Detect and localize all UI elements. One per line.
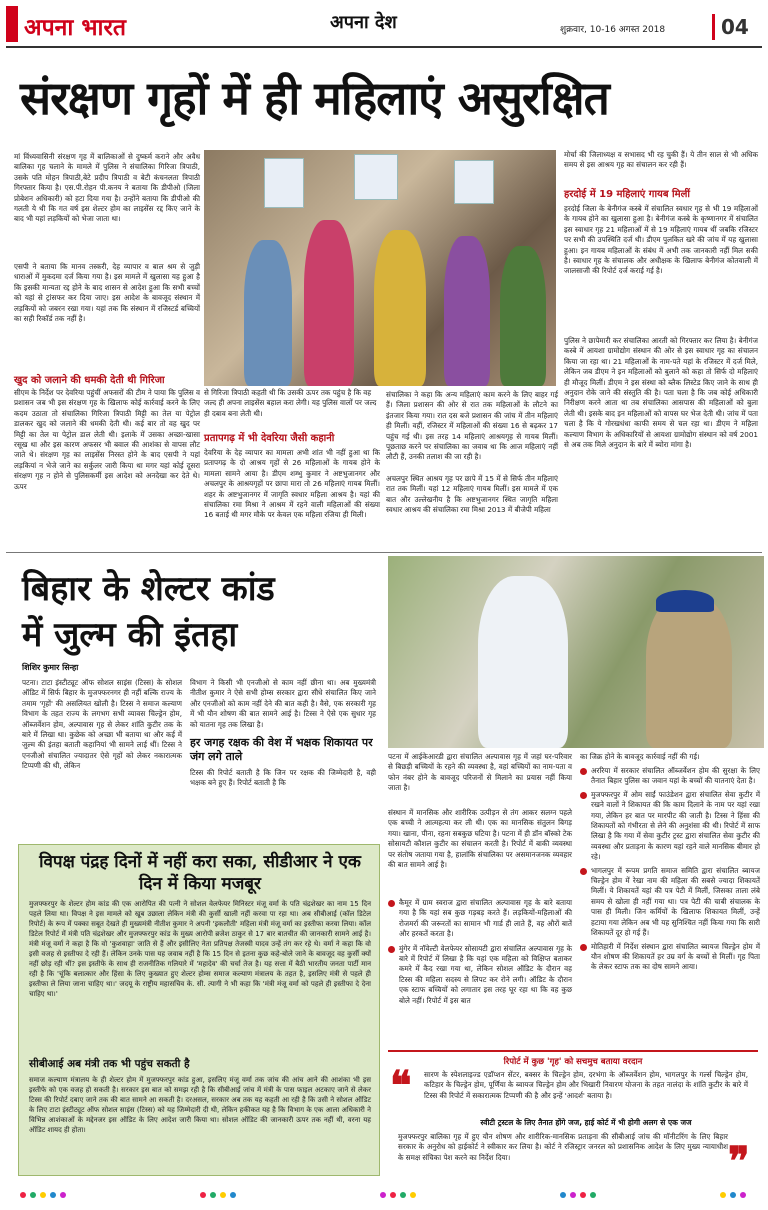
second-col3b: संस्थान में मानसिक और शारीरिक उत्पीड़न से तंग आकर सलग्न पहले एक बच्ची ने आत्महत्या कर ली थी। एक का मानसिक संतुलन बिगड़ गया। खाना, पीना, रहना सबकुछ घटिया है। पटना में ही डॉन बॉस्को टेक सोसायटी कौशल कुटीर का संचालन करती है। रिपोर्ट में बाकी व्यवस्था पर संतोष जताया गया है, हालांकि संचालिका पर असमानजनक व्यवहार की बात सामने आई है।	[388, 808, 572, 870]
box-subhead: सीबीआई अब मंत्री तक भी पहुंच सकती है	[29, 1058, 190, 1070]
second-headline	[22, 566, 362, 658]
protest-photo	[204, 150, 556, 386]
quote-title: रिपोर्ट में कुछ 'गृह' को सचमुच बताया वरदान	[503, 1057, 643, 1067]
lead-headline: संरक्षण गृहों में ही महिलाएं असुरक्षित	[20, 71, 609, 125]
bullet-icon	[388, 900, 395, 907]
second-pullhead: हर जगह रक्षक की वेश में भक्षक शिकायत पर जंग लगे ताले	[190, 736, 373, 763]
second-col2: विभाग ने किसी भी एनजीओ से काम नहीं छीना था। अब मुख्यमंत्री नीतीश कुमार ने ऐसे सभी होम्स सरकार द्वारा सीधे संचालित किए जाने और एनजीओ को काम नहीं देने की बात कही है। वैसे, एक सरकारी गृह में भी यौन शोषण की बात सामने आई है। टिस्स ने ऐसे एक सुधार गृह को यातना गृह तक लिखा है।	[190, 678, 376, 729]
bullet-item: अररिया में सरकार संचालित ऑब्जर्वेशन होम की सुरक्षा के लिए तैनात बिहार पुलिस का जवान यहां के बच्चों की यातनाएं देता है।	[591, 766, 760, 786]
quote-body1: सारण के स्पेशलाइज्ड एडॉप्शन सेंटर, बक्सर के चिल्ड्रेन होम, दरभंगा के ऑब्जर्वेशन होम, भागलपुर के गर्ल्स चिल्ड्रेन होम, कटिहार के चिल्ड्रेन होम, पूर्णिया के ब्वायज चिल्ड्रेन होम और भिखारी निवारण योजना के तहत नालंदा के शांति कुटीर के बारे में टिस्स की रिपोर्ट में सकारात्मक टिप्पणी की है और इन्हें 'आदर्श' बताया है।	[424, 1070, 748, 1100]
second-col1: पटना। टाटा इंस्टीट्यूट ऑफ सोशल साइंस (टिस्स) के सोशल ऑडिट में सिर्फ बिहार के मुजफ्फरनगर ही नहीं बल्कि राज्य के तमाम 'गृहों' की असलियत खोली है। टिस्स ने समाज कल्याण विभाग के तहत राज्य के लगभग सभी व्यावस चिल्ड्रेन होम, ऑब्जर्वेशन होम, अल्पावास गृह से लेकर शांति कुटीर तक के बारे में लिखा था। कुछेक को अच्छा भी बताया था और कई में जुल्म की इंतहा बताती कहानियां भी सामने लाई थीं। टिस्स ने एनजीओ संचालित ज्यादातर ऐसे गृहों को लेकर नकारात्मक टिप्पणी की थी, लेकिन	[22, 678, 182, 771]
lead-col4-p0: मोर्चा की जिलाध्यक्ष व सभासद भी रह चुकी हैं। ये तीन साल से भी अधिक समय से इस आश्रय गृह का संचालन कर रही हैं।	[564, 150, 758, 170]
bullet-item: मुंगेर में नॉवेल्टी वेलफेयर सोसायटी द्वारा संचालित अल्पावास गृह के बारे में रिपोर्ट में लिखा है कि यहां एक महिला को विक्षिप्त बताकर कमरे में कैद रखा गया था, लेकिन सोशल ऑडिट के दौरान वह टिस्स की महिला सदस्य से लिपट कर रोने लगी। ऑडिट के दौरान एक स्टाफ बच्चियों को लगातार इस तरह घूर रहा था कि वह कुछ बोले नहीं। रिपोर्ट में इस बात	[399, 943, 572, 1005]
close-quote-icon: ❞	[728, 1138, 750, 1185]
second-headline-line2: में जुल्म की इंतहा	[22, 615, 238, 655]
sidebar-box	[18, 844, 380, 1176]
lead-col1-subhead: खुद को जलाने की धमकी देती थी गिरिजा	[14, 375, 165, 386]
brand-name: अपना भारत	[24, 14, 127, 41]
lead-col1-p3: सीएम के निर्देश पर देवरिया पहुंचीं अफसरों की टीम ने पाया कि पुलिस व प्रशासन जब भी इस संरक्षण गृह के खिलाफ कोई कार्रवाई करने के लिए कदम उठाता तो संचालिका गिरिजा त्रिपाठी मिट्टी का तेल या पेट्रोल डालकर खुद को जलाने की धमकी देती थी। कई बार तो वह खुद पर मिट्टी का तेल या पेट्रोल डाल लेती थी। इलाके में उसका अच्छा-खासा रसूख था और इस कारण अफसर भी बवाल की आशंका से वापस लौट जाते थे। संरक्षण गृह का लाइसेंस निरस्त होने के बाद एसपी ने यहां लड़कियां न भेजे जाने का सर्कुलर जारी किया था मगर यहां कोई दूसरा संरक्षण गृह न होने से पुलिसकर्मी इस आदेश को अनदेखा कर देते थे। ऊपर	[14, 388, 200, 491]
lead-col2-p1: देवरिया के देह व्यापार का मामला अभी शांत भी नहीं हुआ था कि प्रतापगढ़ के दो आश्रय गृहों से 26 महिलाओं के गायब होने के मामला सामने आया है। डीएम शम्भु कुमार ने अष्टभुजानगर और अचलपुर के आश्रयगृहों पर छापा मारा तो 26 महिलाएं गायब मिलीं। शहर के अष्टभुजानगर में जागृति स्वधार महिला आश्रय है। यहां की संचालिका रमा मिश्रा ने आश्रम में रहने वाली महिलाओं की संख्या 16 बताई थी मगर मौके पर केवल एक महिला रजिया ही मिली।	[204, 448, 380, 520]
masthead-brand	[6, 2, 156, 46]
lead-photo-caption-text: से गिरिजा त्रिपाठी कहती थी कि उसकी ऊपर तक पहुंच है कि वह जल्द ही अपना लाइसेंस बहाल करा लेगी। यह पुलिस वालों पर जल्द ही दबाव बना लेती थी।	[204, 388, 377, 418]
page-number: 04	[712, 14, 764, 40]
second-col2b: टिस्स की रिपोर्ट बताती है कि जिन पर रक्षक की जिम्मेदारी है, वही भक्षक बने हुए हैं। रिपोर्ट बताती है कि	[190, 768, 376, 788]
bullet-item: मुजफ्फरपुर में ओम साईं फाउंडेशन द्वारा संचालित सेवा कुटीर में रखने वालों ने शिकायत की कि काम दिलाने के नाम पर यहां रखा गया, लेकिन हर बात पर मारपीट की जाती है। टिस्स ने हिंसा की शिकायतों को गंभीरता से लेने की अनुशंसा की थी। रिपोर्ट में साफ लिखा है कि गया में सेवा कुटीर ट्रस्ट द्वारा संचालित सेवा कुटीर की व्यवस्था और प्रताड़ना के कारण यहां रहने वाले मानसिक बीमार हो रहे।	[591, 789, 760, 862]
lead-col1-p1: मां विंध्यवासिनी संरक्षण गृह में बालिकाओं से दुष्कर्म कराने और अवैध बालिका गृह चलाने के मामले में पुलिस ने संचालिका गिरिजा त्रिपाठी, उसके पति मोहन त्रिपाठी,बेटे प्रदीप त्रिपाठी व बेटी कंचनलता त्रिपाठी गिरफ्तार किया है। एस.पी.रोहन पी.कनय ने बताया कि डीपीओ (जिला प्रोबेशन अधिकारी) को हटा दिया गया है। उन्होंने बताया कि डीपीओ की गलती ये थी कि गत वर्ष इस शेल्टर होम का लाइसेंस रद्द किए जाने के बाद भी यहां लड़कियों को भेजा जाता था।	[14, 152, 200, 224]
header-rule	[6, 46, 762, 48]
bullet-icon	[580, 792, 587, 799]
dateline: शुक्रवार, 10-16 अगस्त 2018	[560, 25, 666, 35]
lead-col2-subhead: प्रतापगढ़ में भी देवरिया जैसी कहानी	[204, 433, 335, 444]
section-divider	[6, 552, 762, 553]
box-p1: मुजफ्फरपुर के शेल्टर होम कांड की एक आरोपित की पत्नी ने सोशल वेलफेयर मिनिस्टर मंजू वर्मा के पति चंद्रशेखर का नाम 15 दिन पहले लिया था। विपक्ष ने इस मामले को खूब उछाला लेकिन मंत्री की कुर्सी खाली नहीं करवा पा रहा था। अब सीबीआई (कॉल डिटेल रिपोर्ट) के रूप में पक्का सबूत देखते ही मुख्यमंत्री नीतीश कुमार ने अपनी 'इकलौती' महिला मंत्री मंजू वर्मा का इस्तीफा करवा लिया। कॉल डिटेल रिपोर्ट में मंत्री पति चंद्रशेखर और मुजफ्फरपुर कांड के मुख्य आरोपी ब्रजेश ठाकुर से 17 बार बातचीत की जानकारी सामने आई है। मंत्री मंजू वर्मा ने कहा है कि वो 'कुशवाहा' जाति से हैं और इसीलिए नेता प्रतिपक्ष तेजस्वी यादव उन्हें तंग कर रहे थे। वर्मा ने कहा कि वो इसी वजह से इस्तीफा दे रही हैं। लेकिन उनके पास यह जवाब नहीं है कि 15 दिन से इतना कुछ कहे-बोले जाने के बावजूद वह कुर्सी क्यों नहीं छोड़ रही थीं? इस इस्तीफे के साथ ही राजनीतिक गलियारे में 'महादेव' की चर्चा तेज है। यह सत्ता में बैठी भारतीय जनता पार्टी मान रही है कि 'चूंकि बलात्कार और हिंसा के लिए कुख्यात हुए शेल्टर होम्स समाज कल्याण मंत्रालय के तहत है, इसलिए मंत्री से पहले ही इस्तीफा ले लिया जाना चाहिए था।' जदयू के राष्ट्रीय महासचिव के. सी. त्यागी ने भी कहा कि 'मंत्री मंजू वर्मा को पहले ही इस्तीफा दे देना चाहिए था।'	[29, 900, 371, 998]
lead-col4-subhead: हरदोई में 19 महिलाएं गायब मिलीं	[564, 189, 690, 200]
second-col4-top: का जिक्र होने के बावजूद कार्रवाई नहीं की गई।	[580, 752, 700, 761]
lead-col4-p2: पुलिस ने छापेमारी कर संचालिका आरती को गिरफ्तार कर लिया है। बेनीगंज कस्बे में आयशा ग्रामोद्योग संस्थान की ओर से इस स्वाधार गृह का संचालन किया जा रहा था। 21 महिलाओं के नाम-पते यहां के रजिस्टर में दर्ज मिले, लेकिन जब डीएम ने इन महिलाओं को बुलाने को कहा तो सिर्फ दो महिलाएं ही मौजूद मिलीं। डीएम ने इस संस्था को ब्लैक लिस्टेड किए जाने के साथ ही अनुदान रोके जाने की संस्तुति की है। पता चला है कि जब कोई अधिकारी निरीक्षण करने आता था तब संचालिका आसपास की महिलाओं को बुला लेती थी। इसके बाद इन महिलाओं को वापस घर भेज देती थी। जांच में पता चला है कि ये गोरखधंधा काफी समय से चल रहा था। डीएम ने महिला कल्याण विभाग के अधिकारियों से आयशा ग्रामोद्योग संस्थान को वर्ष 2001 से अब तक मिले अनुदान के बारे में ब्योरा मांगा है।	[564, 336, 758, 450]
bullet-item: भागलपुर में रूपम प्रगति समाज समिति द्वारा संचालित ब्वायज चिल्ड्रेन होम में रेखा नाम की महिला की सबसे ज्यादा शिकायतें मिलीं। ये शिकायतें यहां की पत्र पेटी में मिलीं, जिसका ताला लंबे समय से खोला ही नहीं गया था। पत्र पेटी की चाबी संचालक के पास ही मिली। जिन कर्मियों के खिलाफ शिकायत मिलीं, उन्हें हटाया गया लेकिन अब भी यह सुनिश्चित नहीं किया गया कि सारी शिकायतें दूर हो गई हैं।	[591, 865, 760, 938]
quote-subline: स्वीटी ट्रस्टल के लिए तैनात होंगे जज, हाई कोर्ट में भी होगी अलग से एक जज	[480, 1118, 692, 1127]
second-bullets-right	[580, 766, 760, 973]
bullet-item: मोतिहारी में निर्देश संस्थान द्वारा संचालित ब्वायज चिल्ड्रेन होम में यौन शोषण की शिकायतें हर उम्र वर्ग के बच्चों से मिलीं। गृह पिता के लेकर स्टाफ तक का दोष सामने आया।	[591, 941, 760, 972]
box-p2: समाज कल्याण मंत्रालय के ही शेल्टर होम में मुजफ्फरपुर कांड हुआ, इसलिए मंजू वर्मा तक जांच की आंच आने की आशंका भी इस इस्तीफे को एक वजह हो सकती है। सरकार इस बात को समझ रही है कि सीबीआई जांच में मंत्री के पास फाइल अटकाए जाने से लेकर टिस्स की रिपोर्ट दबाए जाने तक की बात सामने आ सकती है। दरअसल, सरकार अब तक यह कहती आ रही है कि उसी ने सोशल ऑडिट के लिए टाटा इंस्टीट्यूट ऑफ सोशल साइंस (टिस्स) को यह जिम्मेदारी दी थी, लेकिन हकीकत यह है कि विभाग के एक आला अधिकारी ने विभिन्न आशंकाओं के मद्देनजर इस ऑडिट के लिए आदेश जारी किया था। सोशल ऑडिट की जानकारी ऊपर तक नहीं थी, वरना यह ऑडिट शायद ही होता।	[29, 1076, 371, 1134]
brand-bar	[6, 6, 18, 42]
bullet-icon	[580, 868, 587, 875]
officer-photo	[388, 556, 764, 748]
section-title: अपना देश	[330, 12, 397, 33]
lead-col1-p2: एसपी ने बताया कि मानव तस्करी, देह व्यापार व बाल श्रम से जुड़ी धाराओं में मुकदमा दर्ज किया गया है। इस मामले में खुलासा यह हुआ है कि इसकी मान्यता रद्द होने के बाद शासन से आदेश हुआ कि सभी बच्चों को यहां से ट्रांसफर कर दिया जाए। इस आदेश के बावजूद संस्थान में लड़कियों को जबरन रखा गया। यहां तक कि संस्थान में रजिस्टर्ड बच्चियों का सही रिकॉर्ड तक नहीं है।	[14, 262, 200, 324]
bullet-icon	[580, 768, 587, 775]
bullet-icon	[388, 946, 395, 953]
bullet-item: कैमूर में ग्राम स्वराज द्वारा संचालित अल्पावास गृह के बारे बताया गया है कि यहां सब कुछ गड़बड़ करते हैं। लड़कियों-महिलाओं की रोजमर्रा की जरूरतों का सामान भी गार्ड ही लाते हैं, वह औरों बातें और हरकतें करता है।	[399, 898, 572, 939]
bullet-icon	[580, 944, 587, 951]
open-quote-icon: ❝	[390, 1062, 412, 1109]
lead-col4-p1: हरदोई जिला के बेनीगंज कस्बे में संचालित स्वधार गृह से भी 19 महिलाओं के गायब होने का खुलासा हुआ है। बेनीगंज कस्बे के कृष्णानगर में संचालित इस स्वाधार गृह 21 महिलाओं में से 19 महिलाएं गायब थीं जबकि रजिस्टर पर सभी की उपस्थिति दर्ज थी। डीएम पुलकित खरे की जांच में यह खुलासा हुआ। इन गायब महिलाओं के संबंध में अभी तक जानकारी नहीं मिल सकी है। स्वाधार गृह के संचालक और अधीक्षक के खिलाफ बेनीगंज कोतवाली में जालसाजी की रिपोर्ट दर्ज कराई गई है।	[564, 204, 758, 276]
quote-body2: मुजफ्फरपुर बालिका गृह में हुए यौन शोषण और शारीरिक-मानसिक प्रताड़ना की सीबीआई जांच की मॉनीटरिंग के लिए बिहार सरकार के अनुरोध को हाईकोर्ट ने स्वीकार कर लिया है। कोर्ट ने रजिस्ट्रार जनरल को प्रशासनिक आदेश के लिए मुख्य न्यायाधीश के समक्ष संचिका पेश करने का निर्देश दिया।	[398, 1132, 728, 1162]
report-quote-box	[388, 1050, 758, 1185]
box-headline: विपक्ष पंद्रह दिनों में नहीं करा सका, सीडीआर ने एक दिन में किया मजबूर	[39, 852, 361, 894]
second-col3a: पटना में आईकेआरडी द्वारा संचालित अल्पावास गृह में जहां घर-परिवार से बिछड़ी बच्चियों के रहने की व्यवस्था है, वहां बच्चियों का नाम-पता व फोन नंबर होने के बावजूद परिजनों से मिलाने का प्रयास नहीं किया जाता है।	[388, 752, 572, 793]
lead-col3-p2: अचलपुर स्थित आश्रय गृह पर छापे में 15 में से सिर्फ तीन महिलाएं रात तक मिलीं। यहां 12 महिलाएं गायब मिलीं। इस मामले में एक बात और उल्लेखनीय है कि अष्टभुजानगर स्थित जागृति महिला स्वधार आश्रय की संचालिका रमा मिश्रा 2013 में बीजेपी महिला	[386, 474, 558, 515]
lead-col3-p1: संचालिका ने कहा कि अन्य महिलाएं काम करने के लिए बाहर गई हैं। जिला प्रशासन की ओर से रात तक महिलाओं के लौटने का इंतजार किया गया। रात दस बजे प्रशासन की जांच में तीन महिलाएं ही मिलीं। वहीं, रजिस्टर में महिलाओं की संख्या 16 से बढ़कर 17 पहुंच गई थी। इस तरह 14 महिलाएं आश्रयगृह से गायब मिलीं। पूछताछ करने पर संचालिका का जवाब था कि आज महिलाएं नहीं लौटी हैं, उनकी तलाश की जा रही है।	[386, 390, 558, 462]
footer-dot-strip	[0, 1186, 768, 1204]
byline: शिशिर कुमार सिन्हा	[22, 663, 79, 672]
second-headline-line1: बिहार के शेल्टर कांड	[22, 569, 275, 609]
second-bullets-left	[388, 898, 572, 1006]
